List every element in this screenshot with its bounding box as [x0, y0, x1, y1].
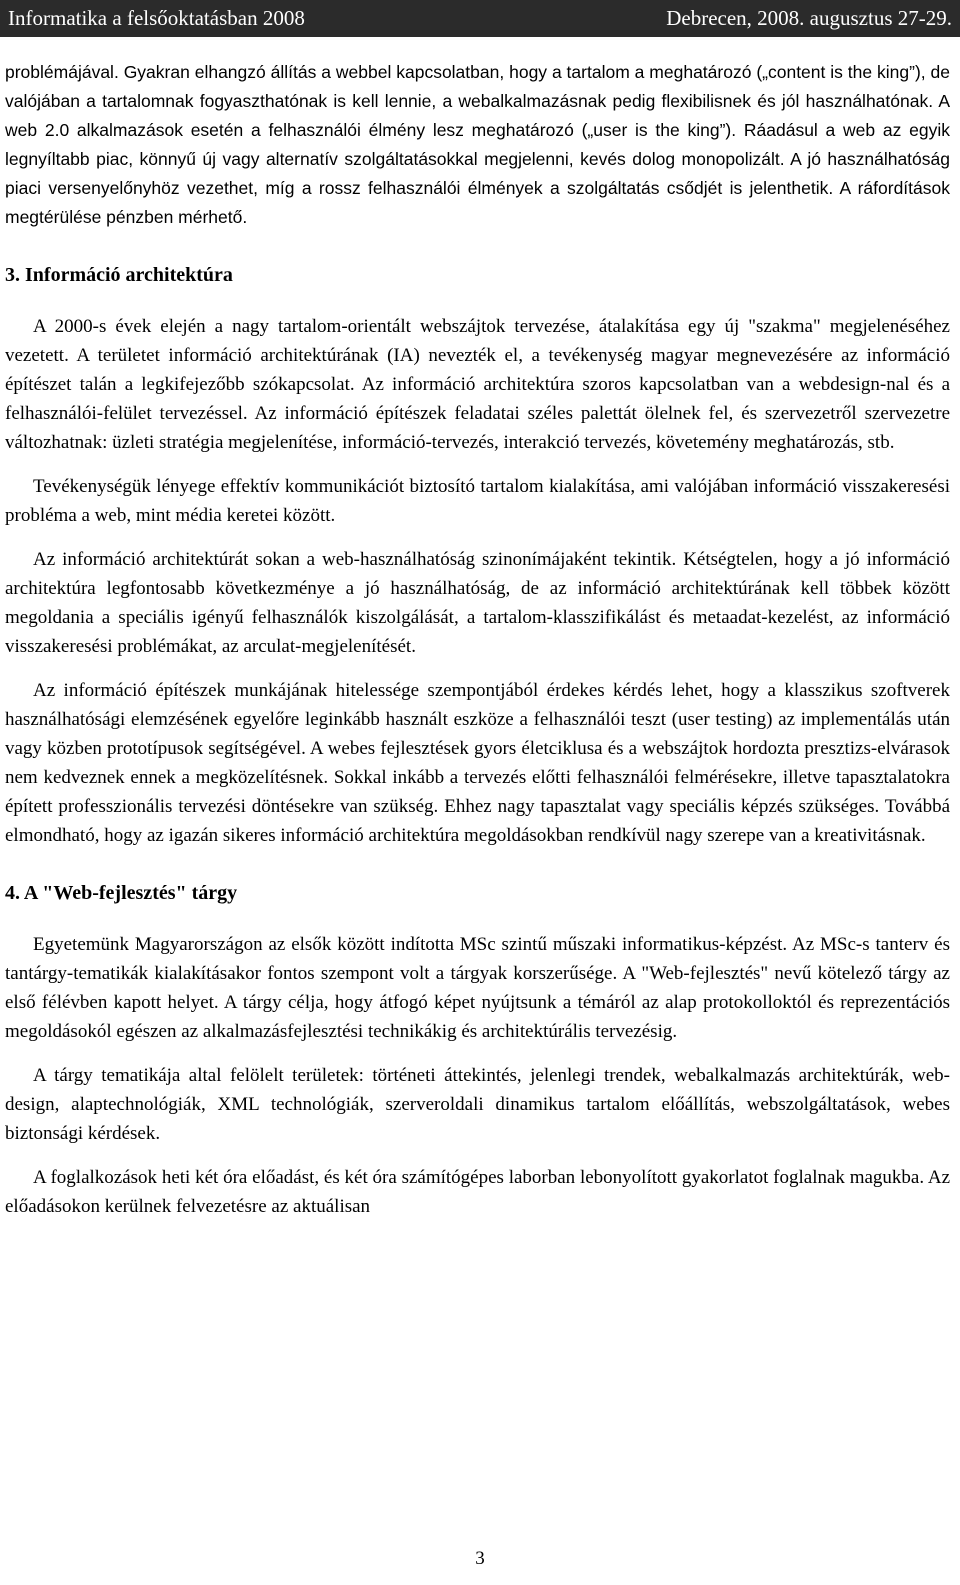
section-3-paragraph-1: A 2000-s évek elején a nagy tartalom-orientált webszájtok tervezése, átalakítása egy új "szakma" megjelenéséhez vezetett. A területet információ architektúrának (IA) nevezték el, a tevékenység magyar megnevezésére az információ építészet talán a legkifejezőbb szókapcsolat. Az információ architektúra szoros kapcsolatban van a webdesign-nal és a felhasználói-felület tervezéssel. Az információ építészek feladatai széles palettát ölelnek fel, és szervezetről szervezetre változhatnak: üzleti stratégia megjelenítése, információ-tervezés, interakció tervezés, követemény meghatározás, stb. — [5, 316, 950, 453]
section-4-paragraph-2: A tárgy tematikája altal felölelt területek: történeti áttekintés, jelenlegi trendek, webalkalmazás architektúrák, web-design, alaptechnológiák, XML technológiák, szerveroldali dinamikus tartalom előállítás, webszolgáltatások, webes biztonsági kérdések. — [5, 1065, 950, 1144]
section-4-paragraph-1: Egyetemünk Magyarországon az elsők között indította MSc szintű műszaki informatikus-képzést. Az MSc-s tanterv és tantárgy-tematikák kialakításakor fontos szempont volt a tárgyak korszerűsége. A "Web-fejlesztés" nevű kötelező tárgy az első félévben kapott helyet. A tárgy célja, hogy átfogó képet nyújtsunk a témáról az alap protokolloktól és reprezentációs megoldásokól egészen az alkalmazásfejlesztési technikákig és architektúrális tervezésig. — [5, 934, 950, 1042]
page-body — [5, 58, 950, 1221]
section-3-heading: 3. Információ architektúra — [5, 264, 233, 286]
section-4-heading: 4. A "Web-fejlesztés" tárgy — [5, 882, 238, 904]
page-number: 3 — [475, 1548, 485, 1569]
section-3-paragraph-4: Az információ építészek munkájának hitelessége szempontjából érdekes kérdés lehet, hogy a klasszikus szoftverek használhatósági elemzésének egyelőre leginkább használt eszköze a felhasználói teszt (user testing) az implementálás után vagy közben prototípusok segítségével. A webes fejlesztések gyors életciklusa és a webszájtok hordozta presztizs-elvárasok nem kedveznek ennek a megközelítésnek. Sokkal inkább a tervezés előtti felhasználói felmérésekre, illetve tapasztalatokra épített professzionális tervezési döntésekre van szükség. Ehhez nagy tapasztalat vagy speciális képzés szükséges. Továbbá elmondható, hogy az igazán sikeres információ architektúra megoldásokban rendkívül nagy szerepe van a kreativitásnak. — [5, 680, 950, 846]
section-3-paragraph-3: Az információ architektúrát sokan a web-használhatóság szinonímájaként tekintik. Kétségtelen, hogy a jó információ architektúra legfontosabb következménye a jó használhatóság, de az információ architektúrának kell többek között megoldania a speciális igényű felhasználók kiszolgálását, a tartalom-klasszifikálást és metaadat-kezelést, az információ visszakeresési problémákat, az arculat-megjelenítését. — [5, 549, 950, 657]
section-3-paragraph-2: Tevékenységük lényege effektív kommunikációt biztosító tartalom kialakítása, ami valójában információ visszakeresési probléma a web, mint média keretei között. — [5, 476, 950, 526]
intro-paragraph: problémájával. Gyakran elhangzó állítás a webbel kapcsolatban, hogy a tartalom a meghatározó („content is the king”), de valójában a tartalomnak fogyaszthatónak is kell lennie, a webalkalmazásnak pedig flexibilisnek és jól használhatónak. A web 2.0 alkalmazások esetén a felhasználói élmény lesz meghatározó („user is the king”). Ráadásul a web az egyik legnyíltabb piac, könnyű új vagy alternatív szolgáltatásokkal megjelenni, kevés dolog monopolizált. A jó használhatóság piaci versenyelőnyhöz vezethet, míg a rossz felhasználói élmények a szolgáltatás csődjét is jelenthetik. A ráfordítások megtérülése pénzben mérhető. — [5, 62, 950, 227]
section-4-paragraph-3: A foglalkozások heti két óra előadást, és két óra számítógépes laborban lebonyolított gyakorlatot foglalnak magukba. Az előadásokon kerülnek felvezetésre az aktuálisan — [5, 1167, 950, 1217]
header-conference-title: Informatika a felsőoktatásban 2008 — [8, 6, 305, 30]
running-header — [0, 0, 960, 37]
header-location-date: Debrecen, 2008. augusztus 27-29. — [666, 6, 952, 30]
